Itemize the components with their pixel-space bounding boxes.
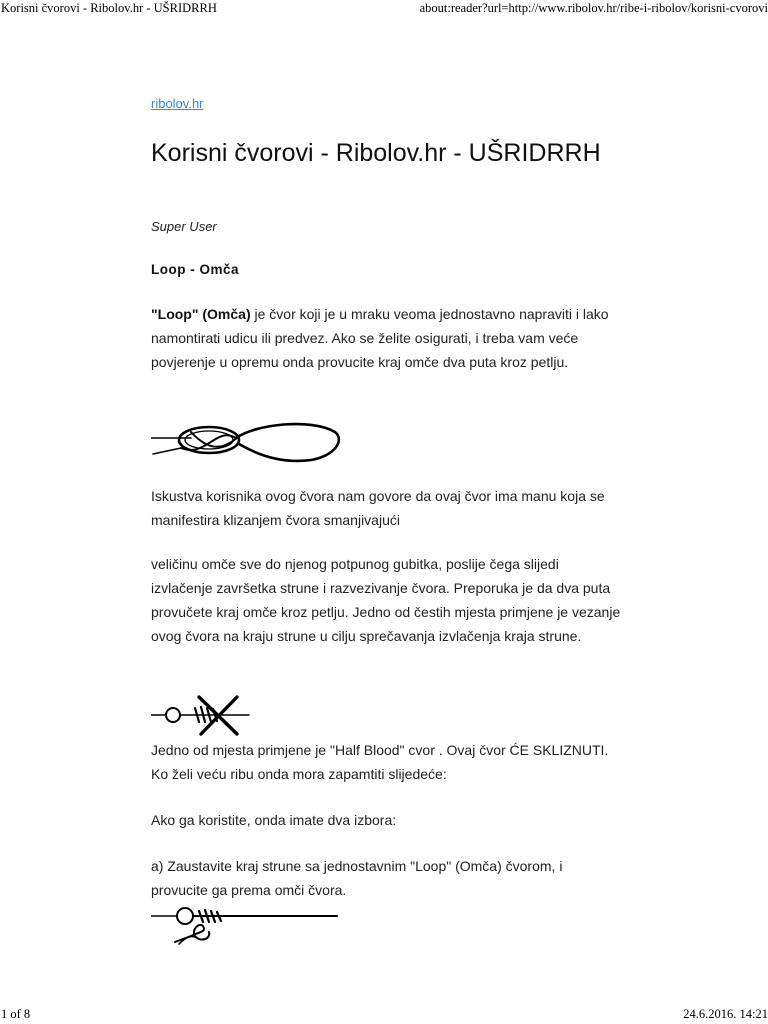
paragraph-loop-intro: [151, 302, 621, 374]
paragraph-loop-intro-text: je čvor koji je u mraku veoma jednostavno napraviti i lako namontirati udicu ili predvez. Ako se želite osigurati, i treba vam veće povjerenje u opremu onda provucite kraj omče dva puta kroz petlju.: [151, 306, 609, 370]
paragraph-option-a: a) Zaustavite kraj strune sa jednostavnim "Loop" (Omča) čvorom, i provucite ga prema omči čvora.: [151, 858, 563, 898]
article-title: Korisni čvorovi - Ribolov.hr - UŠRIDRRH: [151, 139, 601, 167]
paragraph-two-options: Ako ga koristite, onda imate dva izbora:: [151, 812, 397, 828]
site-link[interactable]: ribolov.hr: [151, 96, 204, 111]
half-blood-knot-crossed-out-diagram: [151, 694, 251, 736]
article-author: Super User: [151, 219, 217, 234]
print-footer: [0, 1006, 768, 1024]
print-datetime: 24.6.2016. 14:21: [683, 1007, 768, 1021]
page-number: 1 of 8: [1, 1007, 31, 1021]
stopper-loop-knot-diagram: [151, 904, 341, 948]
paragraph-half-blood: Jedno od mjesta primjene je "Half Blood" cvor . Ovaj čvor ĆE SKLIZNUTI. Ko želi veću ribu onda mora zapamtiti slijedeće:: [151, 742, 609, 782]
print-header: [0, 0, 768, 18]
loop-knot-diagram: [151, 418, 351, 466]
print-header-title: Korisni čvorovi - Ribolov.hr - UŠRIDRRH: [1, 1, 217, 15]
section-heading: Loop - Omča: [151, 262, 240, 277]
print-header-url: about:reader?url=http://www.ribolov.hr/ribe-i-ribolov/korisni-cvorovi: [419, 1, 768, 15]
loop-term: "Loop" (Omča): [151, 306, 251, 322]
paragraph-recommendation: veličinu omče sve do njenog potpunog gubitka, poslije čega slijedi izvlačenje završetka strune i razvezivanje čvora. Preporuka je da dva puta provučete kraj omče kroz petlju. Jedno od čestih mjesta primjene je vezanje ovog čvora na kraju strune u cilju sprečavanja izvlačenja kraja strune.: [151, 556, 621, 644]
paragraph-experience: Iskustva korisnika ovog čvora nam govore da ovaj čvor ima manu koja se manifestira klizanjem čvora smanjivajući: [151, 488, 605, 528]
